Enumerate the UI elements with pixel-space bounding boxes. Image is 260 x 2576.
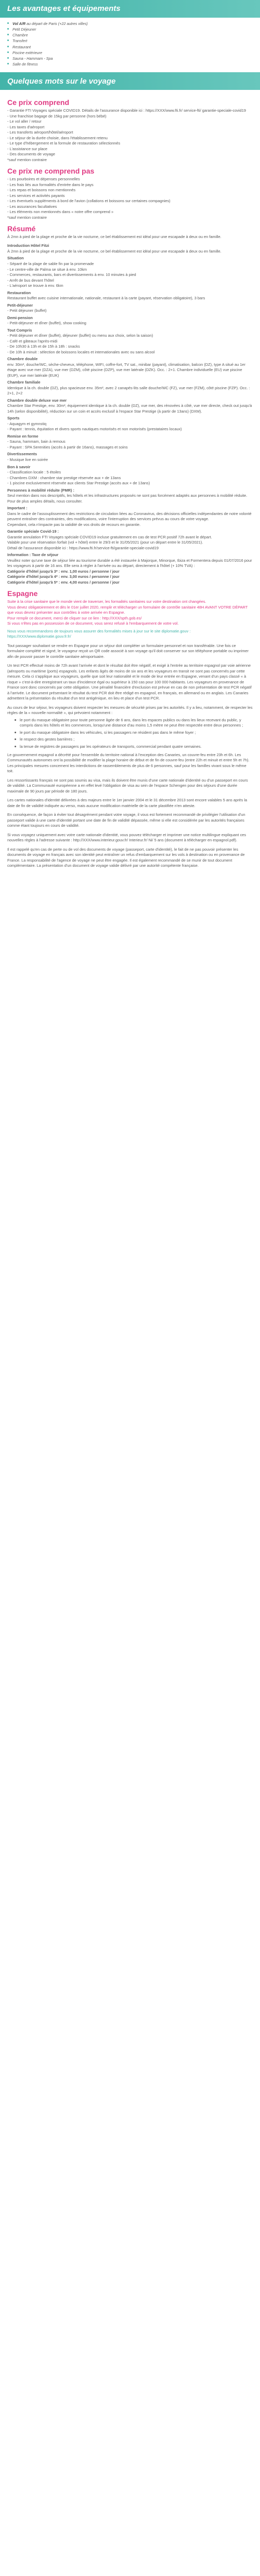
advantage-item: [7, 50, 253, 56]
advantage-item: [7, 27, 253, 32]
text-line: Dans le cadre de l'assouplissement des restrictions de circulation liées au Coronavirus, des décisions officielles indépendantes de notre volonté peuvent entraîner des contraintes, des modifications, voire l'interruption des services prévus au cours de votre voyage.: [7, 511, 252, 522]
text-line: - Le vol aller / retour: [7, 119, 42, 124]
spain-alert: [7, 599, 253, 627]
text-line: - De 10h à minuit : sélection de boissons locales et internationales avec ou sans alcool: [7, 349, 155, 354]
spain-pcr-paragraph: Un test PCR effectué moins de 72h avant l'arrivée et dont le résultat doit être négatif, et exigé à l'entrée au territoire espagnol par voie aérienne (aéroports ou maritime (ports) espagnols. Les enfants âgés de moins de six ans et les voyageurs en transit ne sont pas concernés par cette mesure. Cela ci s'applique aux voyageurs, quelle que soit leur nationalité et le mode de leur entrée en Espagne, venant d'un pays classé « à risque » c'est-à-dire enregistrant un taux d'incidence égal ou supérieur à 150 cas pour 100 000 habitants. Les voyageurs en provenance de France sont donc concernés par cette obligation. Une pénalité financière d'exclusion est prévue en cas de non présentation de test PCR négatif à l'arrivée. Le document présentant le résultat du test PCR doit être rédigé en espagnol, en français, en allemand ou en anglais. Les Canaries admettent la présentation du résultat d'un test antigénique, en lieu et place d'un test PCR.: [7, 663, 252, 701]
spain-curfew-paragraph: Le gouvernement espagnol a décrété pour l'ensemble du territoire national à l'exception des Canaries, un couvre-feu entre 23h et 6h. Les Communautés autonomes ont la possibilité de modifier la plage horaire de début et de fin de couvre-feu (entre 22h et minuit et entre 5h et 7h). Les principales mesures concernent les interdictions de rassemblements de plus de 6 personnes, sauf pour les familles vivant sous le même toit.: [7, 752, 250, 774]
text-line: - Une franchise bagage de 15kg par personne (hors bébé): [7, 113, 107, 118]
text-line: Restauration: [7, 290, 31, 295]
advantage-item: [7, 21, 253, 27]
measure-item: [15, 730, 253, 736]
spain-recommendation: Nous vous recommandons de toujours vous assurer des formalités mises à jour sur le site diplomatie.gouv : https://XXX/www.diplomatie.gouv.fr.fr/: [7, 628, 191, 639]
trip-banner: Quelques mots sur le voyage: [0, 72, 260, 90]
advantage-text: Petit Déjeuner: [12, 27, 36, 32]
advantage-item: [7, 32, 253, 38]
text-line: Important :: [7, 506, 28, 511]
spain-measures-list: [7, 718, 253, 750]
measure-item: [15, 718, 253, 729]
text-line: - Les transferts aéroport/hôtel/aéroport: [7, 130, 73, 135]
text-line: - Payant : SPA Serenities (accès à partir de 16ans), massages et soins: [7, 444, 128, 450]
bullet-icon: [7, 34, 9, 35]
text-line: - Le séjour de la durée choisie, dans l'établissement retenu: [7, 135, 108, 140]
text-line: - Le centre-ville de Palma se situe à env. 10km: [7, 267, 87, 272]
text-line: Introduction Hôtel Fitzi: [7, 243, 49, 248]
includes-list: [7, 108, 253, 163]
text-line: - Classification locale : 5 étoiles: [7, 470, 61, 475]
text-line: - 1 piscine exclusivement réservée aux clients Star Prestige (accès aux + de 13ans): [7, 481, 150, 486]
spain-visa-paragraph: Les ressortissants français ne sont pas soumis au visa, mais ils doivent être munis d'une carte nationale d'identité ou d'un passeport en cours de validité. La Communauté européenne a en effet levé l'obligation de visa au sein de l'espace Schengen pour des séjours d'une durée maximale de 90 jours par période de 180 jours.: [7, 777, 248, 794]
advantage-text: Piscine extérieure: [12, 50, 43, 55]
text-line: À 2mn à pied de la plage et proche de la vie nocturne, ce bel établissement est idéal pour une escapade à deux ou en famille.: [7, 248, 222, 254]
bullet-icon: [7, 63, 9, 64]
advantage-bold: Vol A/R: [12, 21, 26, 26]
text-line: Garantie spéciale Covid-19 :: [7, 529, 59, 534]
text-line: - Les éventuels suppléments à bord de l'avion (collations et boissons sur certaines compagnies): [7, 199, 171, 204]
text-line: Suite à la crise sanitaire que le monde vient de traverser, les formalités sanitaires sur votre destination ont changées.: [7, 599, 206, 604]
text-line: Valable pour une réservation forfait (vol + hôtel) entre le 29/3 et le 31/05/2021 (pour un départ entre le 31/05/2021).: [7, 540, 203, 545]
advantage-item: [7, 44, 253, 50]
text-line: Catégorie d'hôtel jusqu'à 5* : env. 4,00 euros / personne / jour: [7, 579, 120, 585]
text-line: Sports: [7, 416, 20, 421]
text-line: Catégorie d'hôtel jusqu'à 3* : env. 1,00 euros / personne / jour: [7, 569, 120, 574]
text-line: - L'assistance sur place: [7, 146, 47, 151]
bullet-icon: [7, 46, 9, 47]
text-line: Demi-pension: [7, 315, 33, 320]
text-line: - Arrêt de bus devant l'hôtel: [7, 278, 54, 283]
bullet-icon: [15, 738, 16, 740]
bullet-icon: [7, 39, 9, 41]
text-line: Chambre Star Prestige, env. 30m², équipement identique à la ch. double (DZ), vue mer, des rénovées à côté, vue mer directe, check out jusqu'à 14h (selon disponibilité), réduction sur un coin et accès exclusif à l'espace Star Prestige (à partir de 13ans) (DXM).: [7, 403, 252, 414]
advantage-text: Transfert: [12, 38, 28, 44]
bullet-icon: [7, 51, 9, 53]
spain-documents-paragraph: Il est rappelé qu'en cas de perte ou de vol des documents de voyage (passeport, carte d'identité), le fait de ne pas pouvoir présenter les documents de voyage en français avec son identité peut entraîner un refus d'embarquement sur les vols à destination ou en provenance de France. La responsabilité de l'agence de voyage ne peut être engagée. Il est également recommandé de se munir de tout document complémentaire. La présentation d'un document de voyage valide délivré par une autorité compétente française.: [7, 847, 245, 868]
advantages-banner: Les avantages et équipements: [0, 0, 260, 18]
summary-intro: À 2mn à pied de la plage et proche de la vie nocturne, ce bel établissement est idéal pour une escapade à deux ou en famille.: [7, 234, 222, 239]
text-line: - De 10h30 à 13h et de 15h à 18h : snacks: [7, 344, 80, 349]
text-line: - Les repas et boissons non mentionnés: [7, 188, 76, 193]
bullet-icon: [7, 28, 9, 30]
text-line: - Petit déjeuner (buffet): [7, 308, 47, 313]
text-line: - Les services et activités payants: [7, 193, 65, 198]
spain-measures-paragraph: Au cours de leur séjour, les voyageurs doivent respecter les mesures de sécurité prises par les autorités. Il y a lieu, notamment, de respecter les règles de la « nouvelle normalité », qui prévoient notamment :: [7, 705, 253, 716]
summary-heading: Résumé: [7, 224, 36, 233]
measure-text: le port du masque obligatoire pour toute personne âgée de 6 ans, dans les espaces publics ou dans les lieux recevant du public, y compris dans les hôtels et les commerces, lorsqu'une distance d'au moins 1,5 mètre ne peut être respectée entre deux personnes ;: [20, 717, 243, 728]
text-line: Détail de l'assurance disponible ici : https://www.fti.fr/service-fti/garantie-speciale-covid19: [7, 545, 159, 550]
hotel-description: [7, 243, 253, 585]
text-line: - Le type d'hébergement et la formule de restauration sélectionnés: [7, 141, 121, 146]
measure-text: le respect des gestes barrières ;: [20, 737, 75, 742]
text-line: Situation: [7, 256, 24, 261]
text-line: *sauf mention contraire: [7, 157, 47, 162]
text-line: Personnes à mobilité réduite (PMR) :: [7, 487, 74, 493]
includes-heading: Ce prix comprend: [7, 98, 70, 107]
spain-download-paragraph: Si vous voyagez uniquement avec votre carte nationale d'identité, vous pouvez télécharger et imprimer une notice multilingue expliquant ces nouvelles règles à l'adresse suivante : http://XXX/www.interieur.gouv.fr/ Interieur.fr/ Ni/ 5 ans (document à télécharger en espagnol.pdf).: [7, 832, 246, 843]
spain-heading: Espagne: [7, 589, 38, 598]
text-line: - Séparé de la plage de sable fin par la promenade: [7, 261, 94, 266]
text-line: - Les assurances facultatives: [7, 204, 57, 209]
text-line: Seul mention dans nos descriptifs, les hôtels et les infrastructures proposés ne sont pas forcément adaptés aux personnes à mobilité réduite. Pour de plus amples détails, nous consulter.: [7, 493, 248, 504]
text-line: Information : Taxe de séjour: [7, 552, 59, 558]
spain-advice-paragraph: En conséquence, de façon à éviter tout désagrément pendant votre voyage, il vous est fortement recommandé de privilégier l'utilisation d'un passeport valide à une carte d'identité portant une date de fin de validité dépassée, même si elle est considérée par les autorités françaises comme étant toujours en cours de validité.: [7, 812, 245, 828]
text-line: - Petit déjeuner et dîner (buffet), déjeuner (buffet) ou menu aux choix, selon la saison): [7, 333, 153, 338]
text-line: - Sauna, hammam, bain à remous: [7, 439, 66, 444]
bullet-icon: [7, 22, 9, 24]
text-line: - Commerces, restaurants, bars et divertissements à env. 10 minutes à pied: [7, 272, 136, 278]
measure-text: la tenue de registres de passagers par les opérateurs de transports, commercial pendant quatre semaines.: [20, 744, 202, 749]
advantage-item: [7, 38, 253, 44]
text-line: Cependant, cela n'impacte pas la validité de vos droits de recours en garantie.: [7, 522, 141, 527]
text-line: Bon à savoir: [7, 464, 31, 469]
spain-form-paragraph: Tout passager souhaitant se rendre en Espagne pour un séjour doit compléter un formulaire personnel et non transférable. Une fois ce formulaire complété et signé, le voyageur reçoit un QR code associé à son voyage qu'il doit conserver sur son téléphone portable ou imprimer afin de pouvoir passer le contrôle sanitaire aéroportuaire.: [7, 643, 249, 659]
bullet-icon: [15, 732, 16, 733]
measure-item: [15, 737, 253, 743]
advantage-text: Salle de fitness: [12, 62, 38, 67]
excludes-list: [7, 177, 253, 220]
text-line: Veuillez noter qu'une taxe de séjour liée au tourisme durable a été instaurée à Majorque, Minorque, Ibiza et Formentera depuis 01/07/2016 pour les voyageurs à partir de 16 ans. Elle sera à régler à l'arrivée ou au départ, directement à l'hôtel (+ 10% TVA) :: [7, 558, 252, 569]
text-line: - Payant : tennis, équitation et divers sports nautiques motorisés et non motorisés (prestataires locaux): [7, 427, 182, 432]
advantage-item: [7, 61, 253, 67]
text-line: Chambre double: [7, 356, 38, 362]
text-line: Petit-déjeuner: [7, 302, 33, 308]
text-line: - Les pourboires et dépenses personnelles: [7, 177, 80, 181]
excludes-heading: Ce prix ne comprend pas: [7, 167, 95, 176]
text-line: - Garantie FTI Voyages spéciale COVID19. Détails de l'assurance disponible ici : https://XXX/www.fti.fr/ service-fti/ garantie-speciale-covid19: [7, 108, 246, 113]
text-line: - Aquagym et gymnstiq: [7, 421, 47, 426]
text-line: Si vous n'êtes pas en possession de ce document, vous serez refusé à l'embarquement de votre vol.: [7, 621, 179, 626]
text-line: *sauf mention contraire: [7, 215, 47, 220]
text-line: Tout Compris: [7, 327, 32, 333]
trip-content: [0, 90, 260, 869]
text-line: - Café et gâteaux l'après-midi: [7, 338, 58, 344]
spain-id-card-paragraph: Les cartes nationales d'identité délivrées à des majeurs entre le 1er janvier 2004 et le 31 décembre 2013 sont encore valables 5 ans après la date de fin de validité indiquée au verso, mais aucune modification matérielle de la carte plastifiée n'en atteste.: [7, 798, 248, 808]
text-line: - Chambres DXM : chambre star prestige réservée aux + de 13ans: [7, 475, 121, 480]
text-line: Catégorie d'hôtel jusqu'à 4* : env. 3,00 euros / personne / jour: [7, 574, 120, 579]
text-line: - Les frais liés aux formalités d'entrée dans le pays: [7, 182, 94, 187]
measure-item: [15, 744, 253, 750]
advantage-item: [7, 56, 253, 61]
text-line: - Les éléments non mentionnés dans « notre offre comprend »: [7, 209, 114, 215]
text-line: - L'aéroport se trouve à env. 6km: [7, 283, 63, 288]
measure-text: le port du masque obligatoire dans les véhicules, si les passagers ne résident pas dans le même foyer ;: [20, 730, 196, 735]
text-line: - Petit-déjeuner et dîner (buffet), show cooking: [7, 321, 86, 326]
text-line: Divertissements: [7, 452, 37, 457]
text-line: Vous devez obligatoirement et dès le 01er juillet 2020, remplir et télécharger un formulaire de contrôle sanitaire 48H AVANT VOTRE DÉPART que vous devrez présenter aux contrôles à votre arrivée en Espagne.: [7, 604, 248, 615]
text-line: Chambre double deluxe vue mer: [7, 398, 67, 403]
text-line: Chambre familiale: [7, 380, 41, 385]
text-line: - Les taxes d'aéroport: [7, 124, 45, 129]
advantage-text: Restaurant: [12, 44, 31, 49]
text-line: Pour remplir ce document, merci de cliquer sur ce lien : http://XXX/spth.gob.es/: [7, 615, 142, 620]
text-line: Garantie annulation FTI Voyages spéciale COVID19 incluse gratuitement en cas de test PCR positif 72h avant le départ.: [7, 534, 212, 539]
advantages-list: [0, 18, 260, 72]
text-line: - Des documents de voyage: [7, 152, 56, 157]
text-line: env. 30m², douche/WC, sèche-cheveux, téléphone, WIFI, coffre-fort, TV sat., minibar (payant), climatisation, balcon (DZ), type A situé au 1er étage avec vue mer (DZA), vue mer (DZM), côté piscine (DZP), vue mer latérale (DZK). Occ. : 2+1. Chambre individuelle (EU) vue piscine (EUP), vue mer latérale (EUK): [7, 362, 246, 378]
text-line: - Musique live en soirée: [7, 457, 48, 462]
text-line: Restaurant buffet avec cuisine internationale, nationale, restaurant à la carte (payant, réservation obligatoire), 3 bars: [7, 296, 205, 301]
bullet-icon: [7, 57, 9, 59]
page: [0, 0, 260, 869]
text-line: Identique à la ch. double (DZ), plus spacieuse env. 35m², avec 2 canapés-lits salle douche/WC (FZ), vue mer (FZM), côté piscine (FZP). Occ. : 2+1, 2+2: [7, 385, 250, 396]
advantage-text: Chambre: [12, 33, 28, 38]
bullet-icon: [15, 746, 16, 747]
text-line: Remise en forme: [7, 433, 38, 439]
advantage-text: Sauna - Hammam - Spa: [12, 56, 53, 61]
bullet-icon: [15, 719, 16, 721]
advantage-text: au départ de Paris (+22 autres villes): [25, 21, 88, 26]
